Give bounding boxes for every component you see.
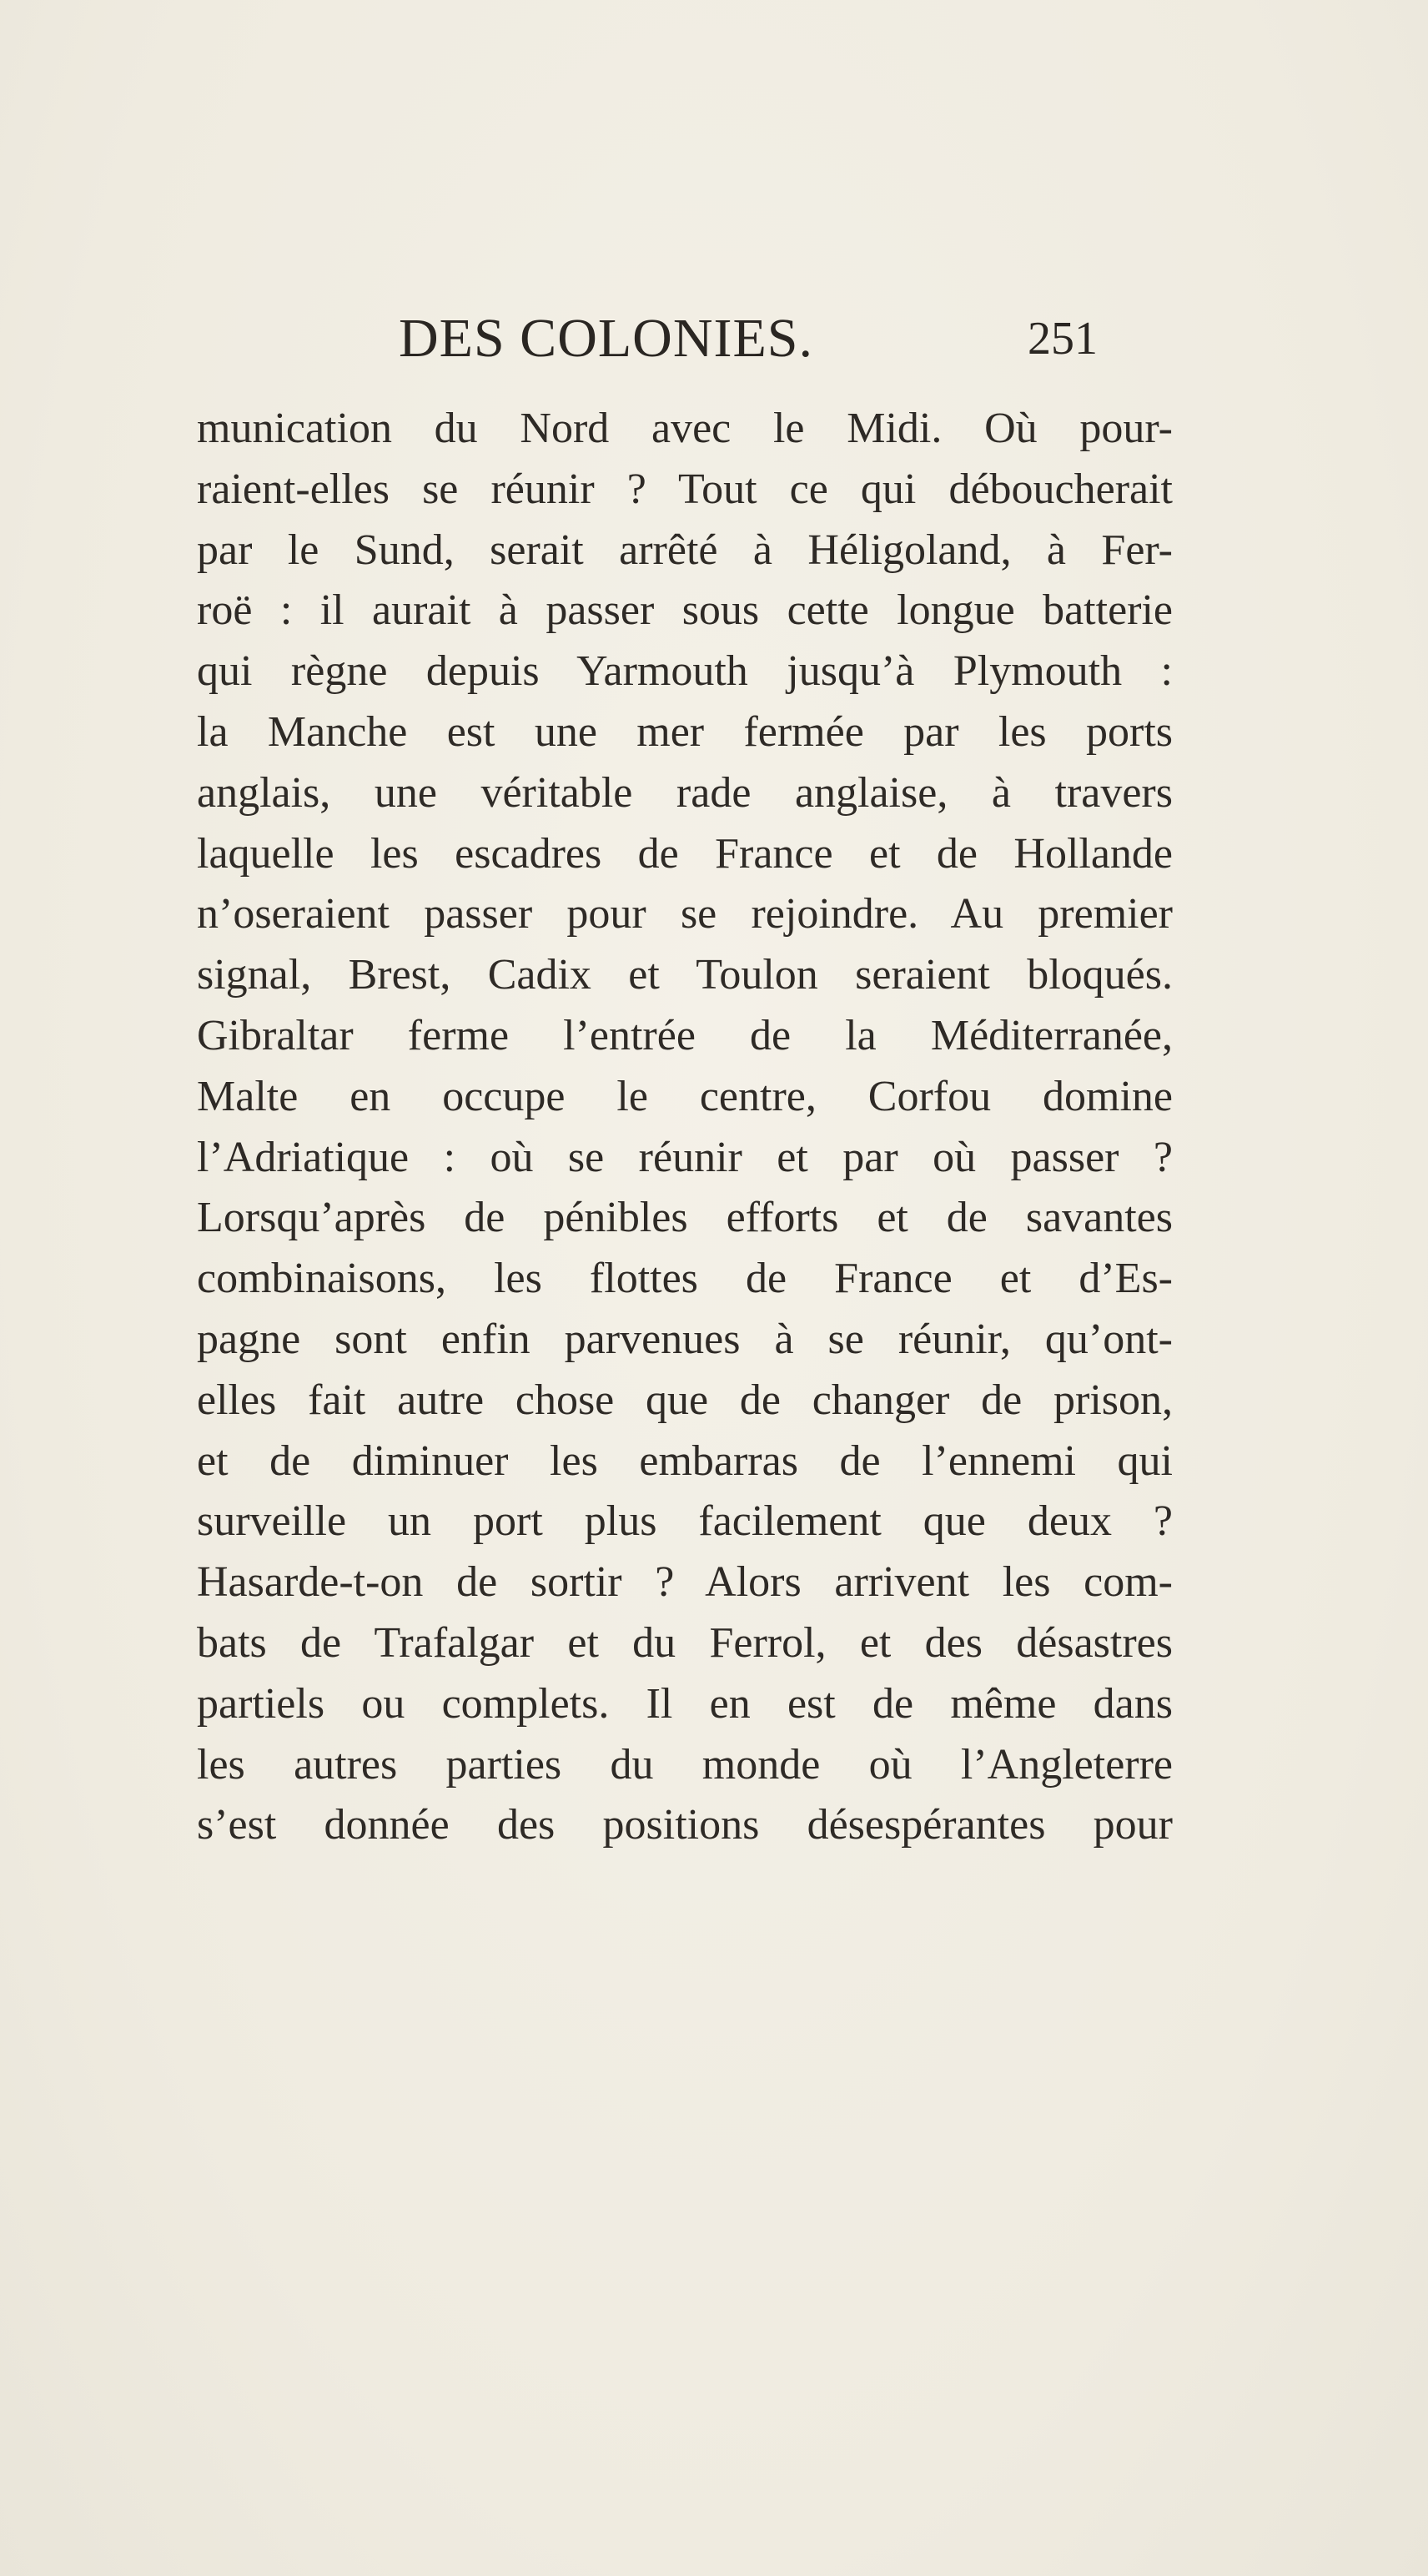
text-line: munication du Nord avec le Midi. Où pour- bbox=[197, 405, 1173, 452]
text-line: partiels ou complets. Il en est de même dans bbox=[197, 1679, 1173, 1728]
text-line: signal, Brest, Cadix et Toulon seraient bloqués. bbox=[197, 951, 1173, 999]
text-line: raient-elles se réunir ? Tout ce qui déboucherait bbox=[197, 465, 1173, 513]
text-line: les autres parties du monde où l’Angleterre bbox=[197, 1740, 1173, 1789]
text-line: roë : il aurait à passer sous cette longue batterie bbox=[197, 586, 1173, 635]
text-line: combinaisons, les flottes de France et d’Es- bbox=[197, 1255, 1173, 1303]
text-line: Hasarde-t-on de sortir ? Alors arrivent les com- bbox=[197, 1558, 1173, 1607]
text-line: Lorsqu’après de pénibles efforts et de savantes bbox=[197, 1194, 1173, 1242]
running-head: DES COLONIES. bbox=[399, 308, 814, 369]
text-line: s’est donnée des positions désespérantes pour bbox=[197, 1801, 1173, 1849]
text-line: bats de Trafalgar et du Ferrol, et des désastres bbox=[197, 1618, 1173, 1667]
text-line: surveille un port plus facilement que deux ? bbox=[197, 1497, 1173, 1546]
text-line: anglais, une véritable rade anglaise, à travers bbox=[197, 768, 1173, 817]
text-line: elles fait autre chose que de changer de prison, bbox=[197, 1376, 1173, 1424]
text-line: par le Sund, serait arrêté à Héligoland, à Fer- bbox=[197, 526, 1173, 574]
text-line: qui règne depuis Yarmouth jusqu’à Plymouth : bbox=[197, 647, 1173, 696]
text-line: l’Adriatique : où se réunir et par où passer ? bbox=[197, 1133, 1173, 1181]
text-line: Malte en occupe le centre, Corfou domine bbox=[197, 1072, 1173, 1120]
text-line: et de diminuer les embarras de l’ennemi qui bbox=[197, 1436, 1173, 1485]
page-header bbox=[0, 307, 1428, 374]
text-line: n’oseraient passer pour se rejoindre. Au premier bbox=[197, 890, 1173, 938]
body-text bbox=[197, 399, 1173, 1856]
text-line: la Manche est une mer fermée par les ports bbox=[197, 707, 1173, 756]
text-line: laquelle les escadres de France et de Hollande bbox=[197, 829, 1173, 878]
page-number: 251 bbox=[1028, 313, 1098, 365]
text-line: pagne sont enfin parvenues à se réunir, qu’ont- bbox=[197, 1315, 1173, 1363]
text-line: Gibraltar ferme l’entrée de la Méditerranée, bbox=[197, 1011, 1173, 1059]
